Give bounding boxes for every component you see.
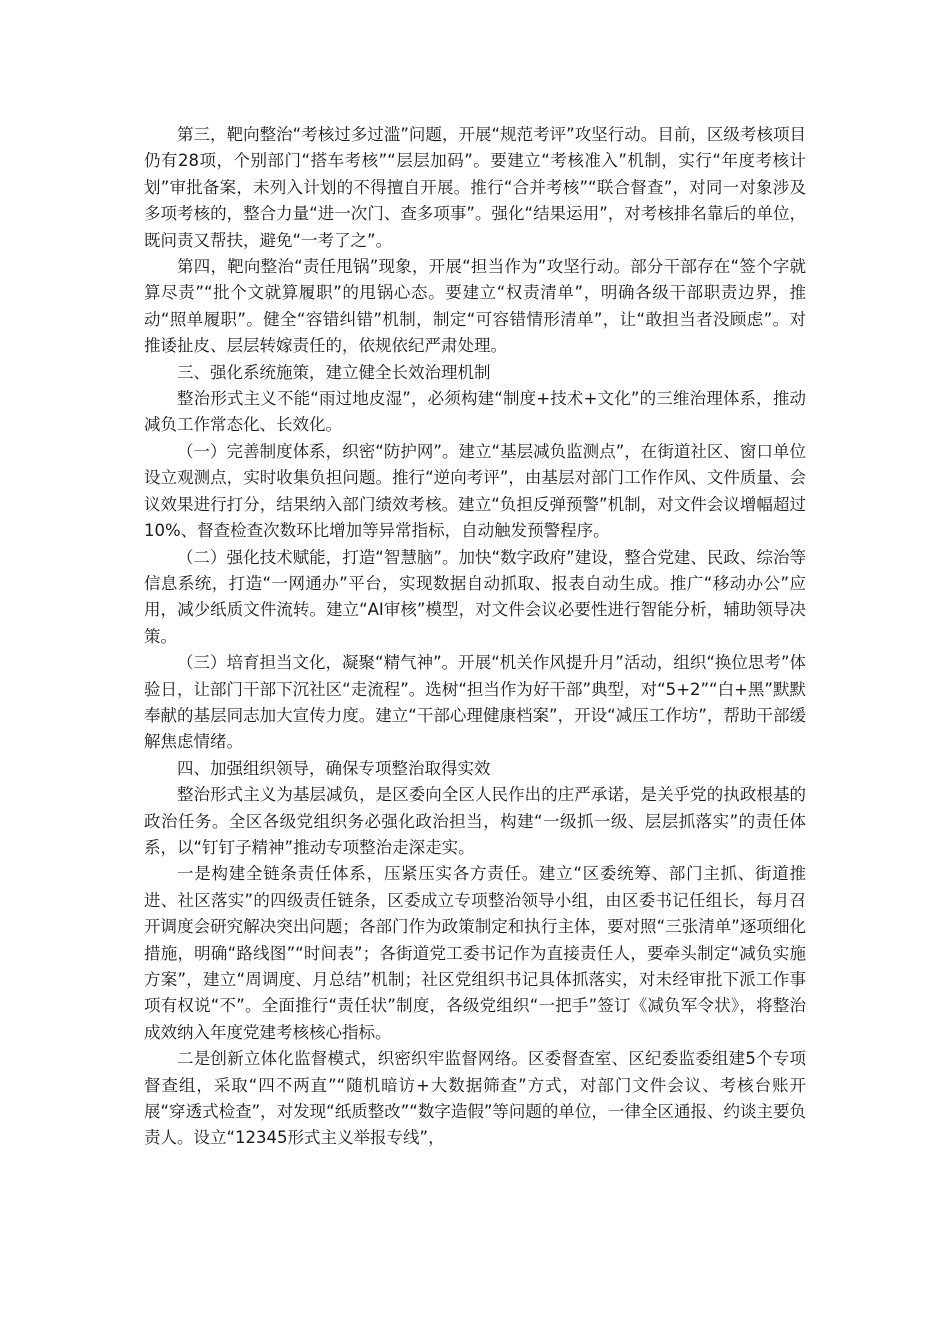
paragraph-system-subitem-2: （二）强化技术赋能，打造“智慧脑”。加快“数字政府”建设，整合党建、民政、综治等信息系统，打造“一网通办”平台，实现数据自动抓取、报表自动生成。推广“移动办公”应用，减少纸质文件流转。建立“AI审核”模型，对文件会议必要性进行智能分析，辅助领导决策。 [144, 547, 806, 646]
paragraph-item-four-three: 第三，靶向整治“考核过多过滥”问题，开展“规范考评”攻坚行动。目前，区级考核项目仍有28项，个别部门“搭车考核”“层层加码”。要建立“考核准入”机制，实行“年度考核计划”审批备案，未列入计划的不得擅自开展。推行“合并考核”“联合督查”，对同一对象涉及多项考核的，整合力量“进一次门、查多项事”。强化“结果运用”，对考核排名靠后的单位，既问责又帮扶，避免“一考了之”。 [144, 125, 806, 250]
paragraph-section-four-intro: 整治形式主义为基层减负，是区委向全区人民作出的庄严承诺，是关乎党的执政根基的政治任务。全区各级党组织务必强化政治担当，构建“一级抓一级、层层抓落实”的责任体系，以“钉钉子精神”推动专项整治走深走实。 [144, 785, 806, 857]
document-page [144, 122, 806, 1152]
section-heading-three: 三、强化系统施策，建立健全长效治理机制 [177, 362, 491, 382]
paragraph-responsibility-system: 一是构建全链条责任体系，压紧压实各方责任。建立“区委统筹、部门主抓、街道推进、社区落实”的四级责任链条，区委成立专项整治领导小组，由区委书记任组长，每月召开调度会研究解决突出问题；各部门作为政策制定和执行主体，要对照“三张清单”逐项细化措施，明确“路线图”“时间表”；各街道党工委书记作为直接责任人，要牵头制定“减负实施方案”，建立“周调度、月总结”机制；社区党组织书记具体抓落实，对未经审批下派工作事项有权说“不”。全面推行“责任状”制度，各级党组织“一把手”签订《减负军令状》，将整治成效纳入年度党建考核核心指标。 [144, 864, 806, 1042]
paragraph-system-subitem-3: （三）培育担当文化，凝聚“精气神”。开展“机关作风提升月”活动，组织“换位思考”体验日，让部门干部下沉社区“走流程”。选树“担当作为好干部”典型，对“5+2”“白+黑”默默奉献的基层同志加大宣传力度。建立“干部心理健康档案”，开设“减压工作坊”，帮助干部缓解焦虑情绪。 [144, 653, 806, 752]
paragraph-item-four-four: 第四，靶向整治“责任甩锅”现象，开展“担当作为”攻坚行动。部分干部存在“签个字就算尽责”“批个文就算履职”的甩锅心态。要建立“权责清单”，明确各级干部职责边界，推动“照单履职”。健全“容错纠错”机制，制定“可容错情形清单”，让“敢担当者没顾虑”。对推诿扯皮、层层转嫁责任的，依规依纪严肃处理。 [144, 257, 806, 356]
paragraph-system-subitem-1: （一）完善制度体系，织密“防护网”。建立“基层减负监测点”，在街道社区、窗口单位设立观测点，实时收集负担问题。推行“逆向考评”，由基层对部门工作作风、文件质量、会议效果进行打分，结果纳入部门绩效考核。建立“负担反弹预警”机制，对文件会议增幅超过10%、督查检查次数环比增加等异常指标，自动触发预警程序。 [144, 441, 806, 541]
paragraph-supervision-mode: 二是创新立体化监督模式，织密织牢监督网络。区委督查室、区纪委监委组建5个专项督查组，采取“四不两直”“随机暗访+大数据筛查”方式，对部门文件会议、考核台账开展“穿透式检查”，对发现“纸质整改”“数字造假”等问题的单位，一律全区通报、约谈主要负责人。设立“12345形式主义举报专线”， [144, 1049, 806, 1148]
section-heading-four: 四、加强组织领导，确保专项整治取得实效 [177, 758, 491, 778]
paragraph-section-three-intro: 整治形式主义不能“雨过地皮湿”，必须构建“制度+技术+文化”的三维治理体系，推动减负工作常态化、长效化。 [144, 389, 806, 435]
